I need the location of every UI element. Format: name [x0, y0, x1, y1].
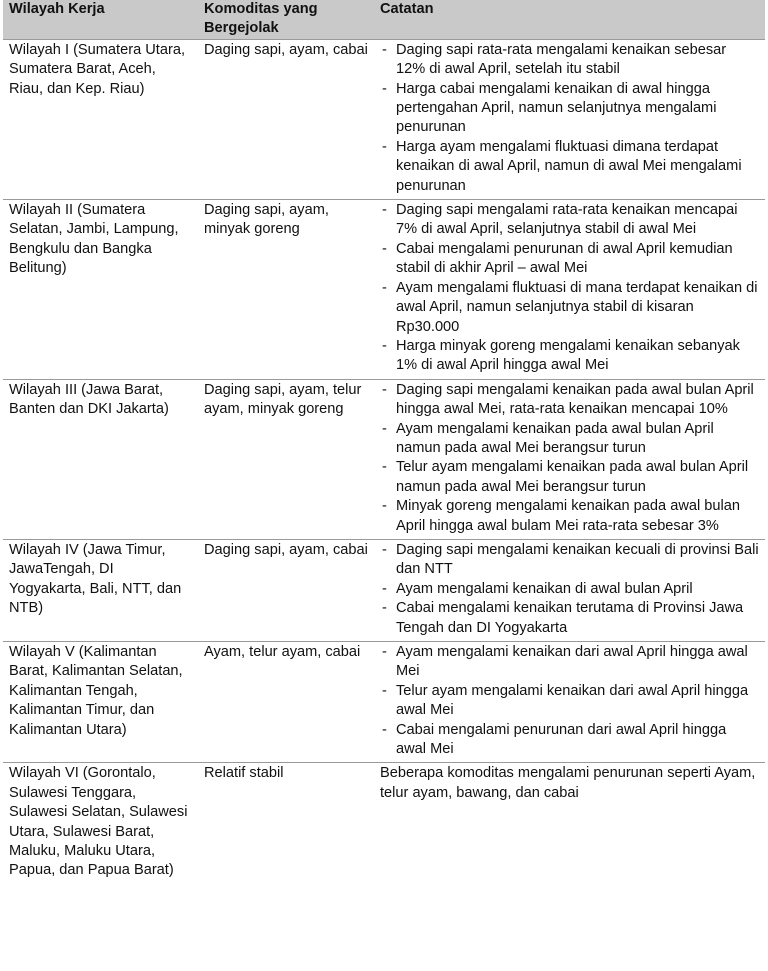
notes-cell	[374, 39, 765, 199]
note-item: - Daging sapi mengalami rata-rata kenaikan mencapai 7% di awal April, selanjutnya stabil di awal Mei	[380, 201, 759, 240]
table-row	[3, 379, 765, 539]
commodities-cell: Ayam, telur ayam, cabai	[198, 642, 374, 763]
note-item: - Daging sapi mengalami kenaikan pada awal bulan April hingga awal Mei, rata-rata kenaikan mencapai 10%	[380, 381, 759, 420]
note-item: - Ayam mengalami kenaikan dari awal April hingga awal Mei	[380, 643, 759, 682]
commodities-cell: Daging sapi, ayam, telur ayam, minyak goreng	[198, 379, 374, 539]
note-item: - Harga cabai mengalami kenaikan di awal hingga pertengahan April, namun selanjutnya mengalami penurunan	[380, 80, 759, 138]
note-item: - Ayam mengalami fluktuasi di mana terdapat kenaikan di awal April, namun selanjutnya stabil di kisaran Rp30.000	[380, 279, 759, 337]
note-item: - Minyak goreng mengalami kenaikan pada awal bulan April hingga awal bulam Mei rata-rata sebesar 3%	[380, 497, 759, 536]
note-item: - Cabai mengalami penurunan dari awal April hingga awal Mei	[380, 721, 759, 760]
region-cell: Wilayah I (Sumatera Utara, Sumatera Barat, Aceh, Riau, dan Kep. Riau)	[3, 39, 198, 199]
table-row	[3, 39, 765, 199]
notes-cell	[374, 539, 765, 641]
header-region: Wilayah Kerja	[3, 0, 198, 39]
note-item: - Ayam mengalami kenaikan pada awal bulan April namun pada awal Mei berangsur turun	[380, 420, 759, 459]
region-cell: Wilayah V (Kalimantan Barat, Kalimantan Selatan, Kalimantan Tengah, Kalimantan Timur, dan Kalimantan Utara)	[3, 642, 198, 763]
commodities-cell: Daging sapi, ayam, cabai	[198, 539, 374, 641]
note-item: - Cabai mengalami penurunan di awal April kemudian stabil di akhir April – awal Mei	[380, 240, 759, 279]
note-item: - Harga minyak goreng mengalami kenaikan sebanyak 1% di awal April hingga awal Mei	[380, 337, 759, 376]
region-cell: Wilayah VI (Gorontalo, Sulawesi Tenggara, Sulawesi Selatan, Sulawesi Utara, Sulawesi Barat, Maluku, Maluku Utara, Papua, dan Papua Barat)	[9, 765, 188, 879]
region-cell: Wilayah II (Sumatera Selatan, Jambi, Lampung, Bengkulu dan Bangka Belitung)	[3, 200, 198, 380]
notes-cell	[374, 379, 765, 539]
table-row	[3, 642, 765, 763]
region-cell: Wilayah IV (Jawa Timur, JawaTengah, DI Yogyakarta, Bali, NTT, dan NTB)	[3, 539, 198, 641]
note-item: - Daging sapi mengalami kenaikan kecuali di provinsi Bali dan NTT	[380, 541, 759, 580]
note-item: - Harga ayam mengalami fluktuasi dimana terdapat kenaikan di awal April, namun di awal Mei mengalami penurunan	[380, 138, 759, 196]
note-item: - Telur ayam mengalami kenaikan pada awal bulan April namun pada awal Mei berangsur turun	[380, 458, 759, 497]
commodities-cell: Daging sapi, ayam, minyak goreng	[198, 200, 374, 380]
notes-cell	[374, 642, 765, 763]
note-item: - Daging sapi rata-rata mengalami kenaikan sebesar 12% di awal April, setelah itu stabil	[380, 41, 759, 80]
commodity-table	[3, 0, 765, 884]
note-item: - Cabai mengalami kenaikan terutama di Provinsi Jawa Tengah dan DI Yogyakarta	[380, 599, 759, 638]
commodities-cell: Daging sapi, ayam, cabai	[198, 39, 374, 199]
region-cell: Wilayah III (Jawa Barat, Banten dan DKI Jakarta)	[3, 379, 198, 539]
notes-cell	[374, 200, 765, 380]
header-row	[3, 0, 765, 39]
note-item: - Telur ayam mengalami kenaikan dari awal April hingga awal Mei	[380, 682, 759, 721]
table-row	[3, 200, 765, 380]
table-row	[3, 763, 765, 884]
table-row	[3, 539, 765, 641]
header-commodities: Komoditas yang Bergejolak	[198, 0, 374, 39]
commodities-cell: Relatif stabil	[204, 765, 284, 782]
note-item: - Ayam mengalami kenaikan di awal bulan April	[380, 580, 759, 599]
notes-cell: Beberapa komoditas mengalami penurunan seperti Ayam, telur ayam, bawang, dan cabai	[380, 765, 756, 801]
header-notes: Catatan	[374, 0, 765, 39]
